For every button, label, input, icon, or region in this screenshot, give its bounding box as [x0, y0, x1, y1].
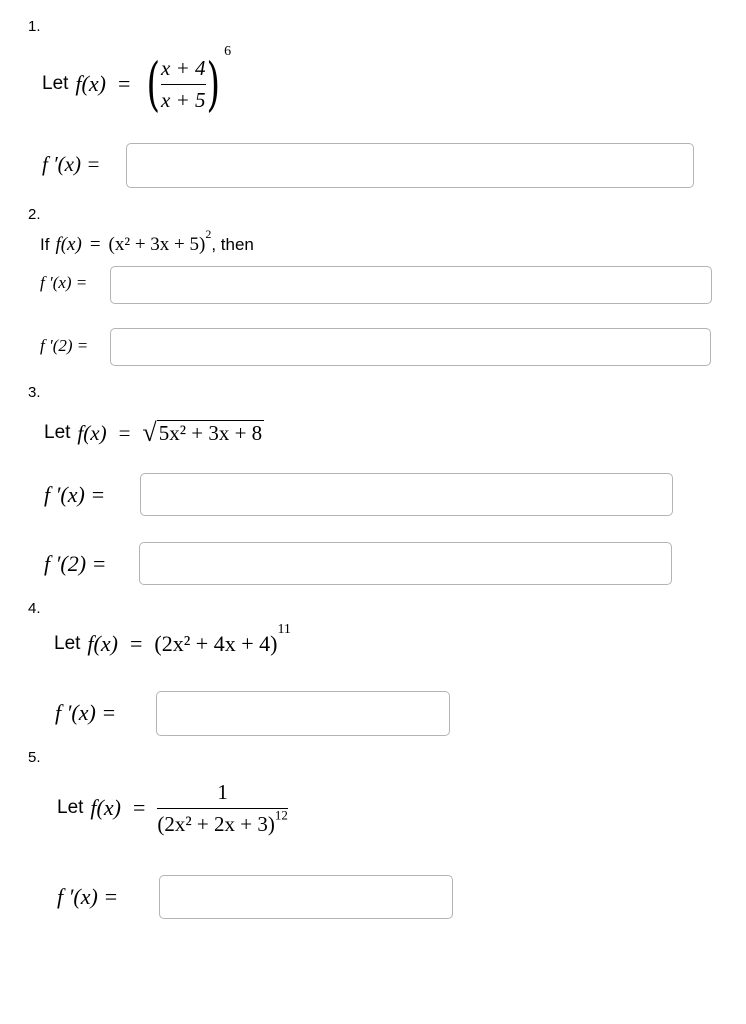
- denominator-group: [157, 806, 288, 837]
- equals-sign: =: [132, 795, 146, 820]
- answer-input[interactable]: [140, 473, 673, 516]
- function-name: f(x): [77, 420, 107, 445]
- fraction-bar: [161, 84, 206, 85]
- answer-input[interactable]: [110, 328, 711, 366]
- answer-label-fprime-x: f ′(x) =: [44, 482, 106, 507]
- equals-sign: =: [117, 71, 131, 96]
- prompt-lead: Let: [57, 797, 84, 818]
- fraction: [161, 56, 206, 113]
- prompt-lead: Let: [42, 73, 69, 94]
- denominator: (2x² + 2x + 3): [157, 811, 275, 836]
- function-name: f(x): [75, 71, 106, 96]
- numerator: x + 4: [161, 55, 206, 80]
- exponent: 11: [277, 622, 291, 637]
- equals-sign: =: [89, 234, 101, 255]
- fraction-bar: [157, 808, 287, 809]
- sqrt-icon: √: [142, 418, 157, 447]
- problem-3-statement: [44, 416, 264, 450]
- function-name: f(x): [55, 234, 82, 255]
- prompt-lead: If: [40, 235, 50, 254]
- function-name: f(x): [87, 631, 118, 656]
- answer-label-fprime-2: f ′(2) =: [40, 336, 89, 355]
- prompt-lead: Let: [44, 422, 71, 443]
- exponent: 2: [205, 227, 212, 241]
- base-expression: (2x² + 4x + 4): [154, 631, 278, 656]
- base-expression: (x² + 3x + 5): [108, 234, 206, 255]
- equals-sign: =: [118, 420, 131, 445]
- problem-5-statement: [57, 772, 288, 844]
- problem-1-statement: [42, 38, 231, 130]
- exponent: 12: [274, 806, 288, 822]
- problem-1-number: 1.: [28, 18, 41, 35]
- answer-input[interactable]: [126, 143, 694, 188]
- answer-label-fprime-2: f ′(2) =: [44, 551, 107, 576]
- numerator: 1: [217, 779, 228, 804]
- problem-2-number: 2.: [28, 206, 41, 223]
- trailing-text: , then: [211, 235, 254, 254]
- problem-4-number: 4.: [28, 600, 41, 617]
- left-paren: (: [146, 50, 161, 118]
- answer-input[interactable]: [139, 542, 672, 585]
- answer-label-fprime-x: f ′(x) =: [55, 700, 117, 725]
- denominator: x + 5: [161, 87, 206, 112]
- right-paren: ): [206, 50, 220, 118]
- fraction: [157, 780, 287, 837]
- problem-3-number: 3.: [28, 384, 41, 401]
- radicand: 5x² + 3x + 8: [158, 421, 263, 445]
- problem-5-number: 5.: [28, 749, 41, 766]
- equals-sign: =: [129, 631, 143, 656]
- problem-2-statement: [40, 229, 254, 261]
- answer-label-fprime-x: f ′(x) =: [57, 884, 119, 909]
- problem-4-statement: [54, 622, 291, 662]
- answer-input[interactable]: [110, 266, 712, 304]
- answer-label-fprime-x: f ′(x) =: [40, 273, 88, 292]
- exponent: 6: [224, 44, 232, 59]
- answer-input[interactable]: [159, 875, 453, 919]
- prompt-lead: Let: [54, 633, 81, 654]
- answer-label-fprime-x: f ′(x) =: [42, 152, 101, 176]
- function-name: f(x): [90, 795, 121, 820]
- answer-input[interactable]: [156, 691, 450, 736]
